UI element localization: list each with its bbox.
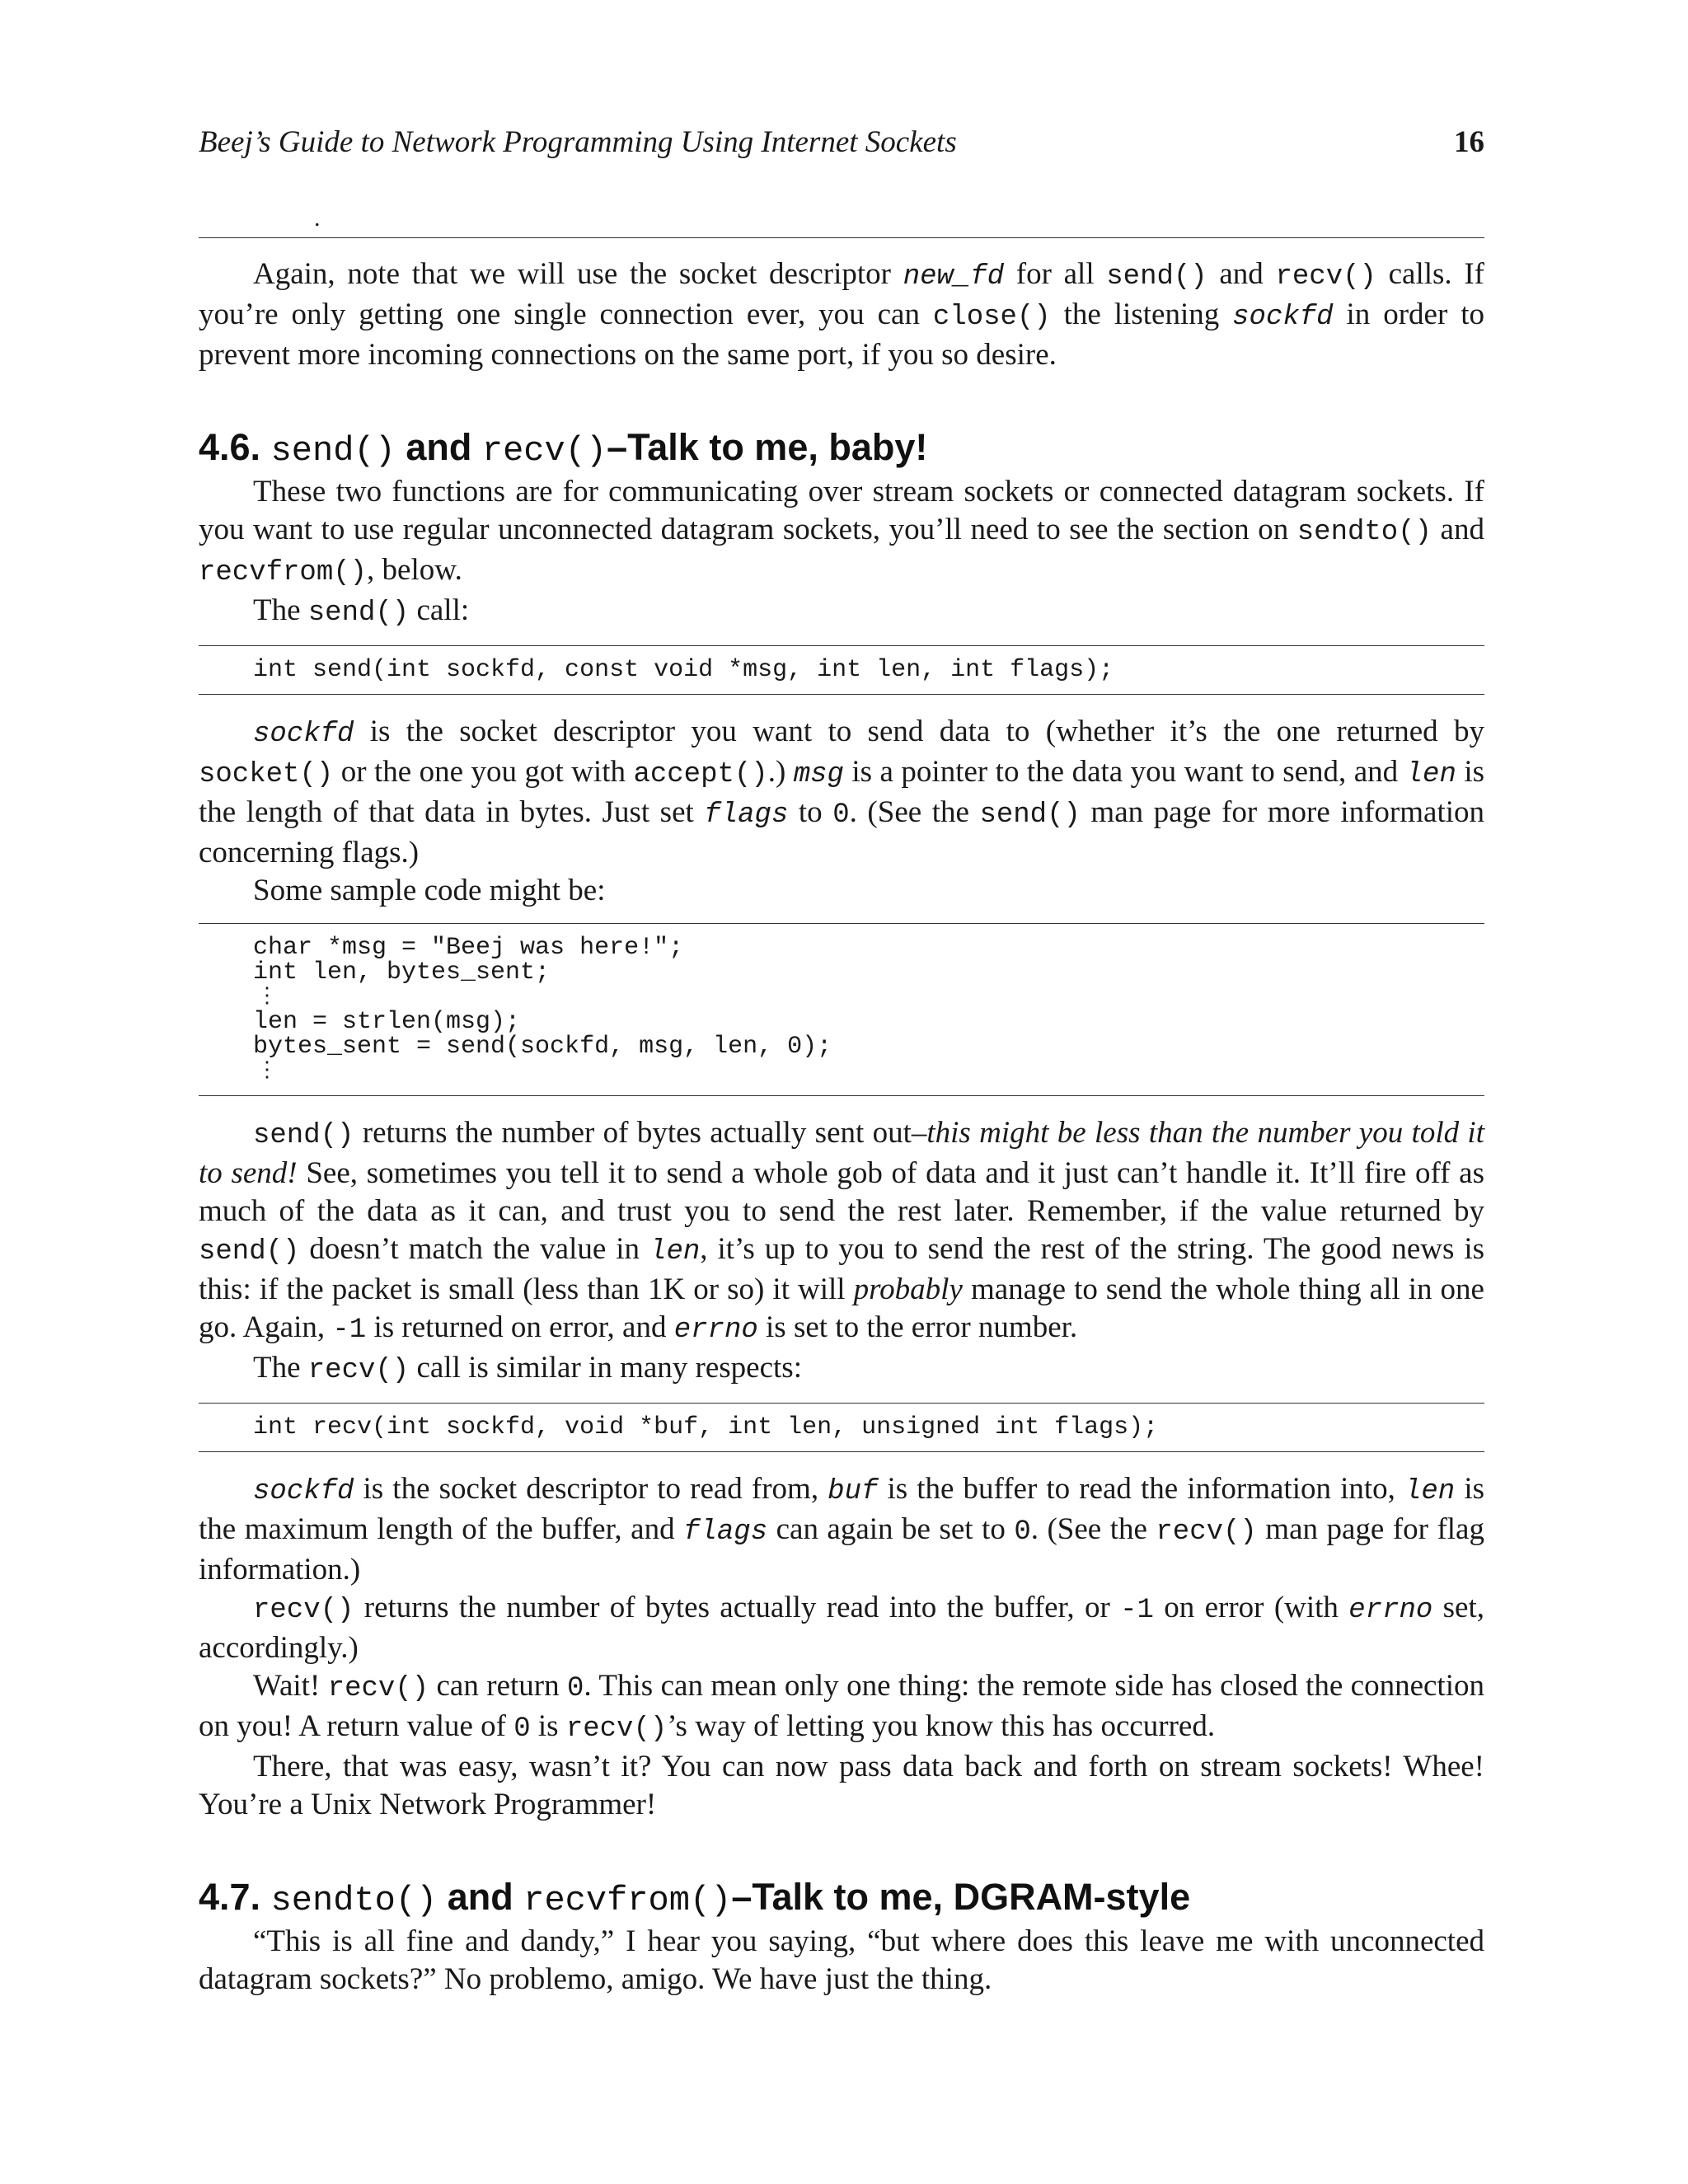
- paragraph-recv-zero: Wait! recv() can return 0. This can mean only one thing: the remote side has closed the connection on you! A return value of 0 is recv()’s way of letting you know this has occurred.: [199, 1669, 1484, 1745]
- code-line: char *msg = "Beej was here!";: [253, 934, 684, 962]
- code-line: len = strlen(msg);: [253, 1008, 521, 1036]
- section-heading-4-7: 4.7. sendto() and recvfrom()–Talk to me, DGRAM-style: [199, 1876, 1191, 1920]
- code-line: bytes_sent = send(sockfd, msg, len, 0);: [253, 1033, 832, 1061]
- code-line: int send(int sockfd, const void *msg, int len, int flags);: [253, 656, 1114, 684]
- code-line: int len, bytes_sent;: [253, 958, 551, 987]
- code-block-send-prototype: [199, 645, 1484, 695]
- paragraph-send-call-lead: The send() call:: [253, 593, 470, 629]
- paragraph-recv-call-lead: The recv() call is similar in many respects:: [253, 1351, 802, 1386]
- paragraph-recv-params: sockfd is the socket descriptor to read from, buf is the buffer to read the information into, len is the maximum length of the buffer, and flags can again be set to 0. (See the recv() man page for flag information.): [199, 1472, 1484, 1586]
- document-page: [199, 124, 1485, 1996]
- paragraph-recv-return: recv() returns the number of bytes actually read into the buffer, or -1 on error (with errno set, accordingly.): [199, 1591, 1484, 1665]
- code-block-send-sample: [199, 923, 1484, 1096]
- section-heading-4-6: 4.6. send() and recv()–Talk to me, baby!: [199, 426, 928, 471]
- paragraph-send-return: send() returns the number of bytes actually sent out–this might be less than the number you told it to send! See, sometimes you tell it to send a whole gob of data and it just can’t handle it. It’ll fire off as much of the data as it can, and trust you to send the rest later. Remember, if the value returned by send() doesn’t match the value in len, it’s up to you to send the rest of the string. The good news is this: if the packet is small (less than 1K or so) it will probably manage to send the whole thing all in one go. Again, -1 is returned on error, and errno is set to the error number.: [199, 1116, 1485, 1346]
- page-body: [199, 255, 1484, 1999]
- running-header: [199, 124, 1484, 232]
- stray-dot: .: [314, 204, 321, 232]
- code-line: int recv(int sockfd, void *buf, int len, unsigned int flags);: [253, 1413, 1159, 1441]
- vertical-ellipsis: ⋮: [256, 1058, 278, 1083]
- paragraph-dgram-intro: “This is all fine and dandy,” I hear you saying, “but where does this leave me with unconnected datagram sockets?” No problemo, amigo. We have just the thing.: [199, 1924, 1484, 1996]
- paragraph-easy: There, that was easy, wasn’t it? You can now pass data back and forth on stream sockets! Whee! You’re a Unix Network Programmer!: [199, 1750, 1484, 1821]
- page-number: 16: [1454, 125, 1484, 159]
- vertical-ellipsis: ⋮: [256, 984, 278, 1009]
- running-title: Beej’s Guide to Network Programming Using Internet Sockets: [199, 125, 957, 159]
- code-block-recv-prototype: [199, 1403, 1484, 1452]
- paragraph-sample-code-lead: Some sample code might be:: [253, 874, 606, 907]
- code-block-bottom-rule: [199, 237, 1484, 238]
- paragraph-intro-send-recv: These two functions are for communicating over stream sockets or connected datagram sockets. If you want to use regular unconnected datagram sockets, you’ll need to see the section on sendto() and recvfrom(), below.: [199, 475, 1484, 588]
- paragraph-new-fd-note: Again, note that we will use the socket descriptor new_fd for all send() and recv() calls. If you’re only getting one single connection ever, you can close() the listening sockfd in order to prevent more incoming connections on the same port, if you so desire.: [199, 257, 1484, 372]
- paragraph-send-params: sockfd is the socket descriptor you want to send data to (whether it’s the one returned by socket() or the one you got with accept().) msg is a pointer to the data you want to send, and len is the length of that data in bytes. Just set flags to 0. (See the send() man page for more information concerning flags.): [199, 715, 1485, 869]
